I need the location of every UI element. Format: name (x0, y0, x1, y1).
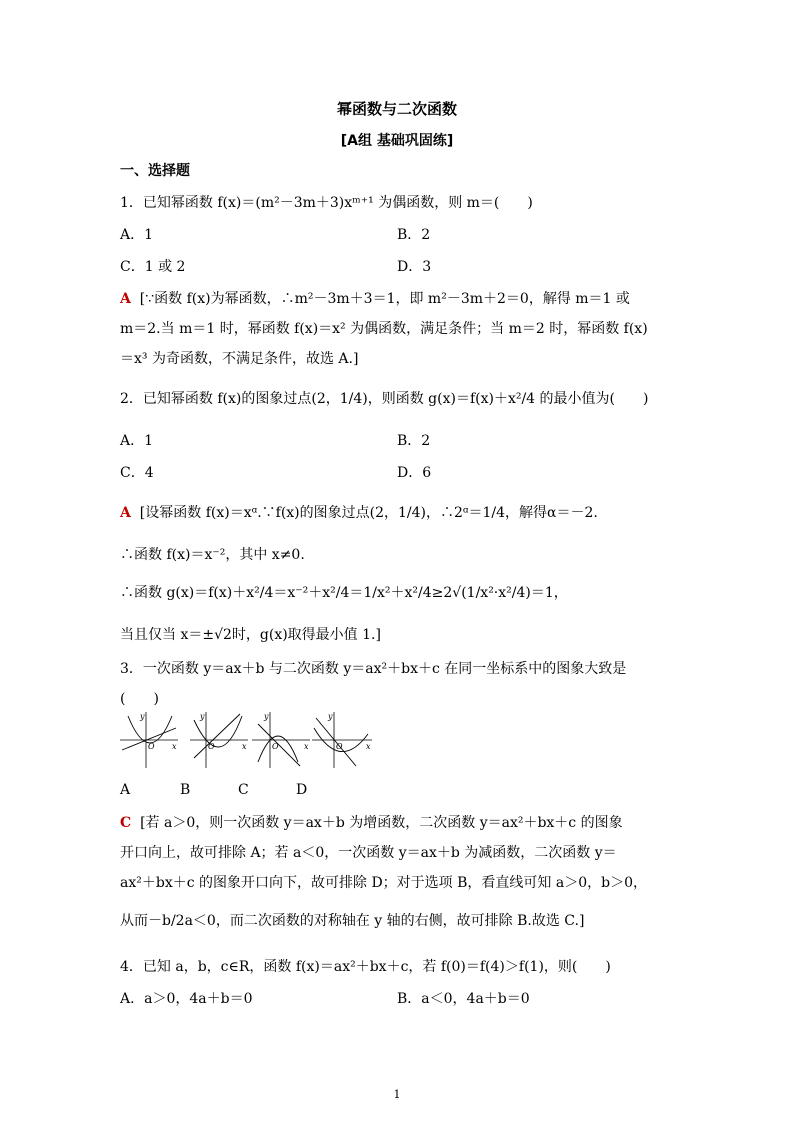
svg-text:x: x (304, 742, 309, 751)
q1-solution-line-2: m＝2.当 m＝1 时，幂函数 f(x)＝x² 为偶函数，满足条件；当 m＝2 时，幂函数 f(x) (120, 321, 648, 337)
page-number: 1 (393, 1088, 401, 1101)
svg-text:y: y (264, 712, 269, 721)
q2-solution-line-2: ∴函数 f(x)＝x⁻²，其中 x≠0. (120, 547, 305, 563)
svg-text:x: x (242, 742, 247, 751)
question-3: 3．一次函数 y＝ax＋b 与二次函数 y＝ax²＋bx＋c 在同一坐标系中的图象大致是 (120, 661, 627, 677)
question-3-bracket: ( ) (120, 691, 159, 707)
q2-option-b: B．2 (397, 433, 431, 449)
graph-label-b: B (180, 782, 191, 798)
q4-option-b: B．a＜0，4a＋b＝0 (397, 991, 530, 1007)
svg-text:y: y (328, 712, 333, 721)
svg-text:y: y (140, 712, 145, 721)
q1-solution-line-3: ＝x³ 为奇函数，不满足条件，故选 A.] (120, 351, 359, 367)
graph-c (252, 710, 312, 768)
q1-solution-line-1: A [∵函数 f(x)为幂函数，∴m²－3m＋3＝1，即 m²－3m＋2＝0，解得 m＝1 或 (120, 291, 630, 307)
q3-answer: C (120, 815, 132, 831)
q2-option-c: C．4 (120, 465, 154, 481)
graph-label-d: D (296, 782, 308, 798)
question-4: 4．已知 a，b，c∈R，函数 f(x)＝ax²＋bx＋c，若 f(0)＝f(4)＞f(1)，则( ) (120, 959, 611, 975)
svg-text:x: x (366, 742, 371, 751)
svg-text:y: y (200, 712, 205, 721)
section-heading: 一、选择题 (120, 163, 190, 179)
q3-solution-line-4: 从而－b/2a＜0，而二次函数的对称轴在 y 轴的右侧，故可排除 B.故选 C.] (120, 913, 585, 929)
svg-text:O: O (208, 742, 215, 751)
q3-solution-line-2: 开口向上，故可排除 A；若 a＜0，一次函数 y＝ax＋b 为减函数，二次函数 y＝ (120, 845, 617, 861)
graph-label-a: A (120, 782, 131, 798)
question-2: 2．已知幂函数 f(x)的图象过点(2，1/4)，则函数 g(x)＝f(x)＋x²/4 的最小值为( ) (120, 391, 649, 407)
q3-solution-line-3: ax²＋bx＋c 的图象开口向下，故可排除 D；对于选项 B，看直线可知 a＞0，b＞0， (120, 875, 647, 891)
graph-d (312, 710, 374, 768)
svg-text:O: O (336, 742, 343, 751)
q1-option-b: B．2 (397, 227, 431, 243)
q2-option-a: A．1 (120, 433, 154, 449)
q1-answer: A (120, 291, 131, 307)
svg-text:O: O (272, 742, 279, 751)
q2-solution-line-1: A [设幂函数 f(x)＝xᵅ.∵f(x)的图象过点(2，1/4)，∴2ᵅ＝1/4，解得α＝－2. (120, 505, 598, 521)
graph-b (190, 710, 250, 768)
svg-text:x: x (172, 742, 177, 751)
q2-solution-line-3: ∴函数 g(x)＝f(x)＋x²/4＝x⁻²＋x²/4＝1/x²＋x²/4≥2√(1/x²·x²/4)＝1， (120, 585, 568, 601)
q2-answer: A (120, 505, 131, 521)
graph-a (120, 710, 180, 768)
q3-solution-line-1: C [若 a＞0，则一次函数 y＝ax＋b 为增函数，二次函数 y＝ax²＋bx＋c 的图象 (120, 815, 623, 831)
svg-text:O: O (148, 742, 155, 751)
graph-label-c: C (238, 782, 249, 798)
q1-option-d: D．3 (397, 259, 432, 275)
q2-option-d: D．6 (397, 465, 432, 481)
q1-option-c: C．1 或 2 (120, 259, 186, 275)
q1-option-a: A．1 (120, 227, 154, 243)
question-1: 1．已知幂函数 f(x)＝(m²－3m＋3)xᵐ⁺¹ 为偶函数，则 m＝( ) (120, 195, 533, 211)
q2-solution-line-4: 当且仅当 x＝±√2时，g(x)取得最小值 1.] (120, 627, 381, 643)
page-subtitle: [A组 基础巩固练] (340, 133, 454, 149)
q4-option-a: A．a＞0，4a＋b＝0 (120, 991, 253, 1007)
page-title: 幂函数与二次函数 (336, 100, 457, 118)
